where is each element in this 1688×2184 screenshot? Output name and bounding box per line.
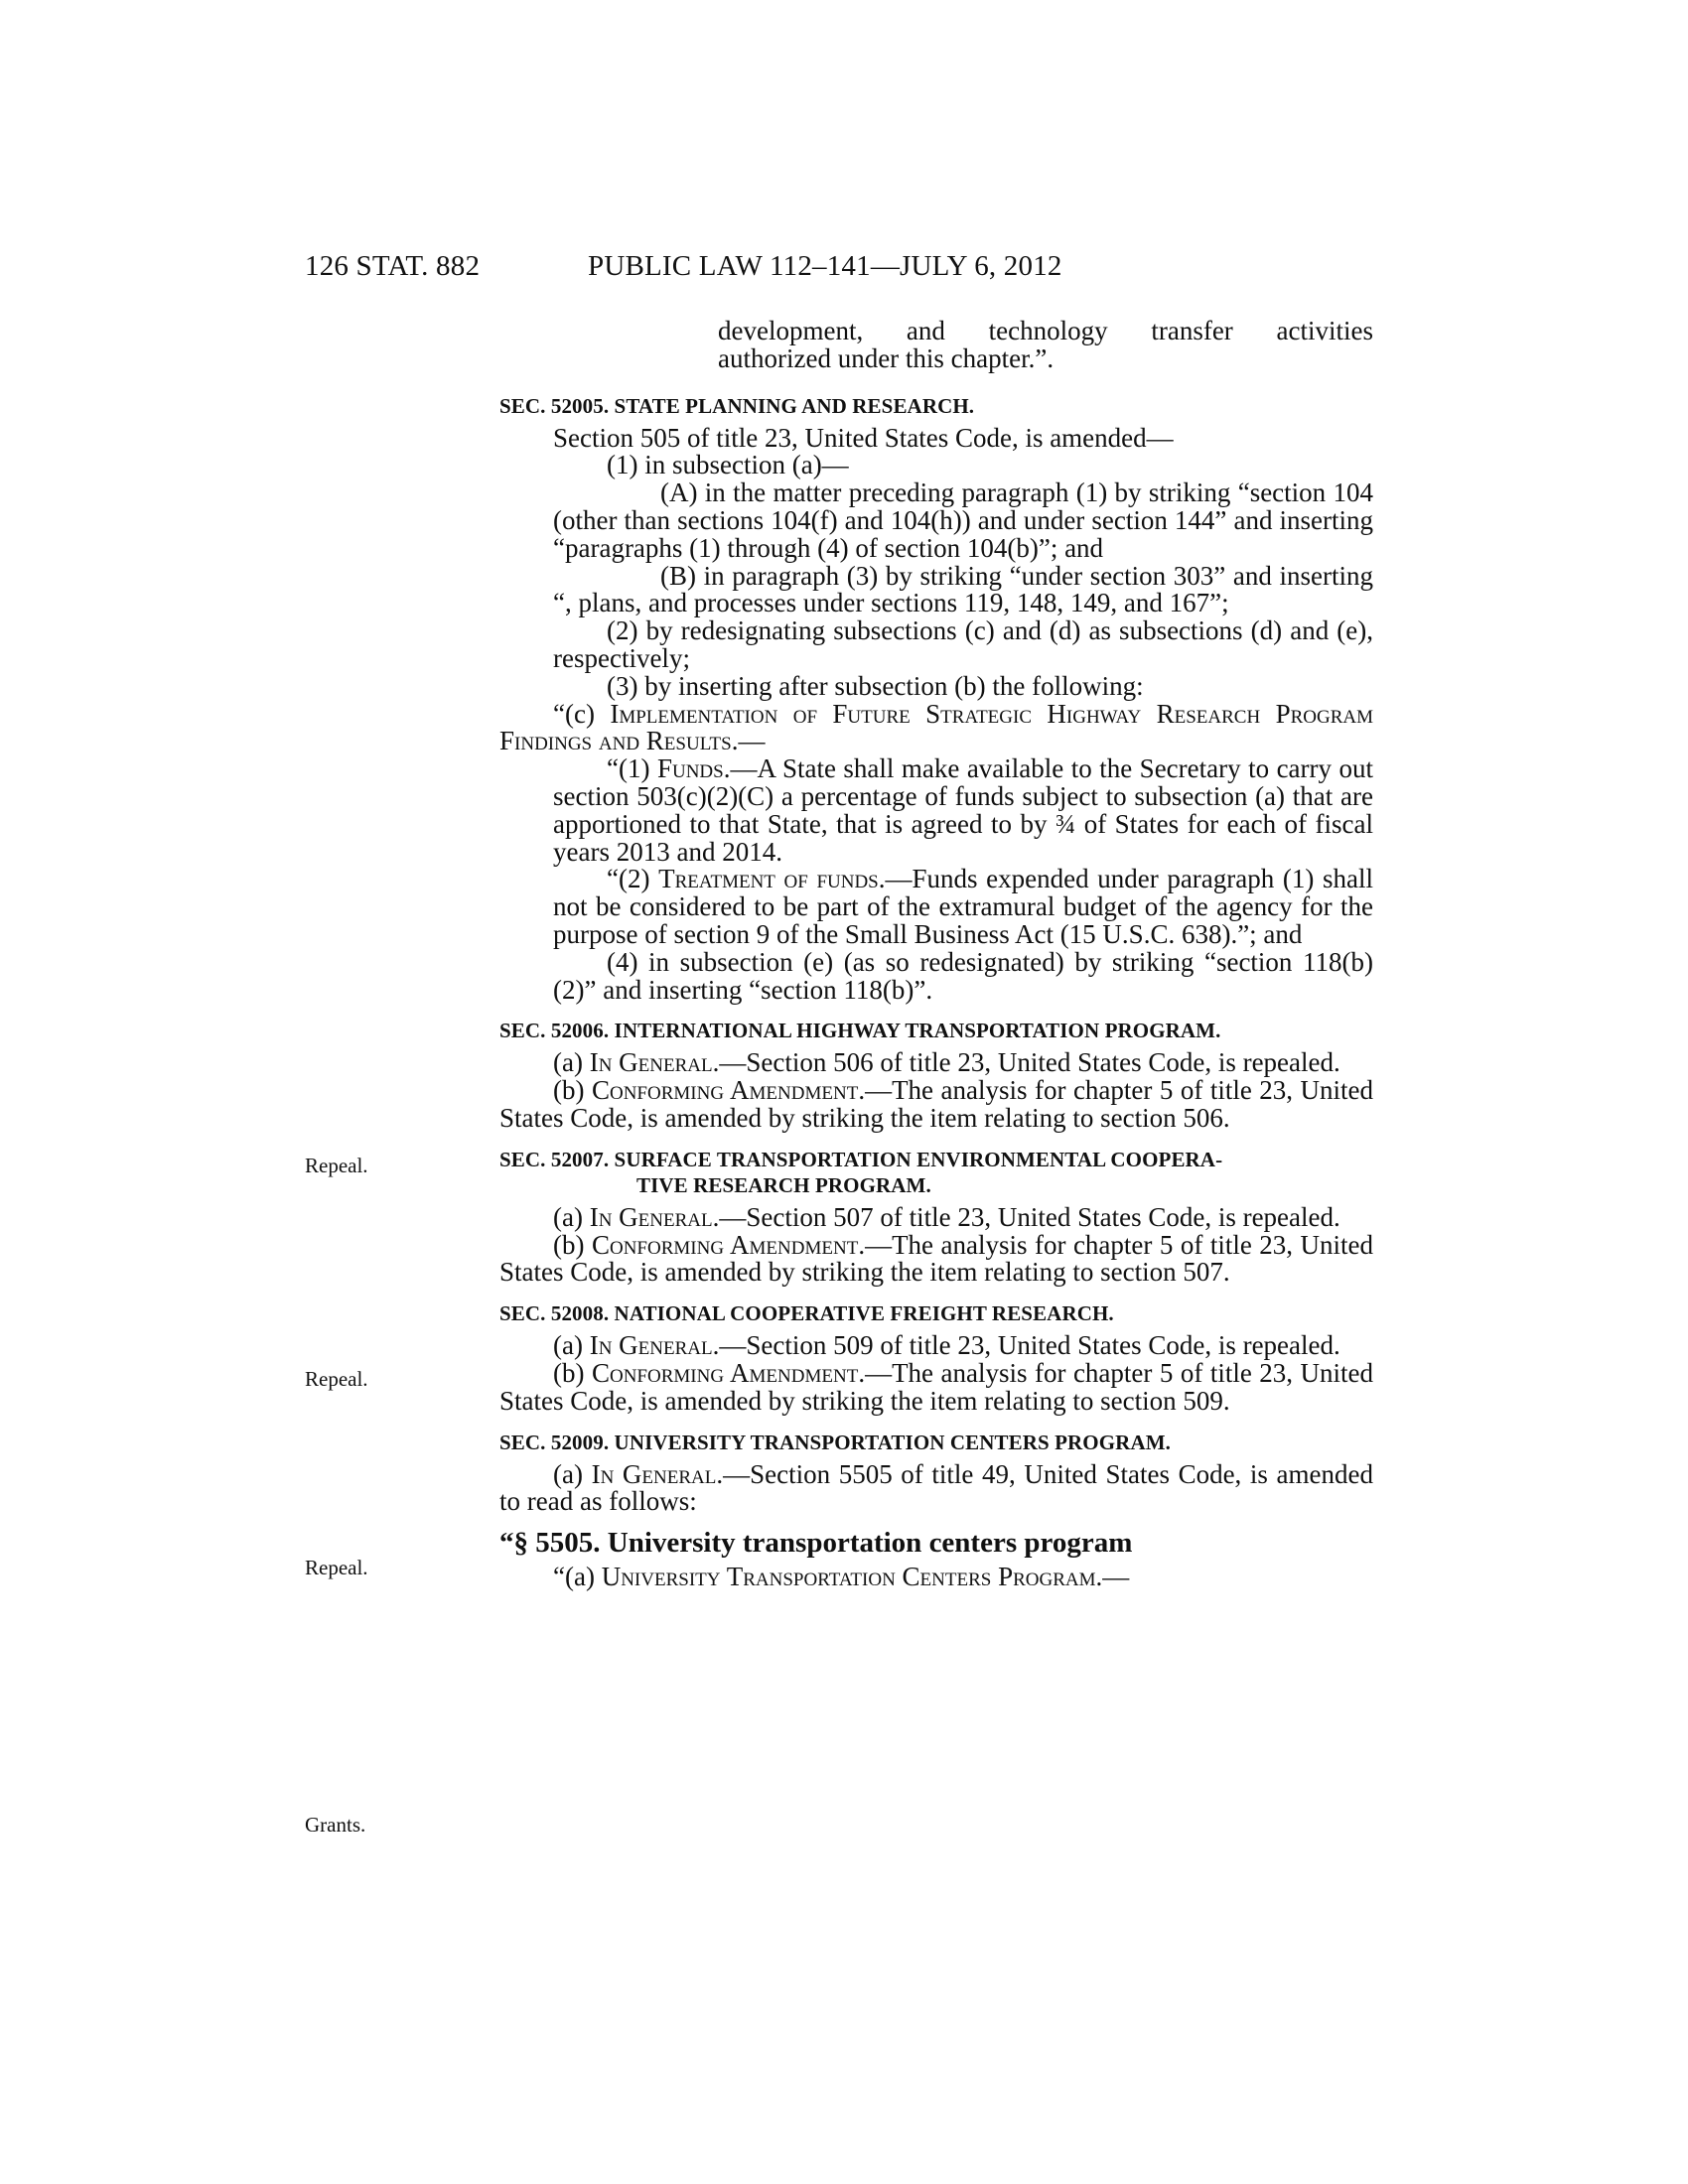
section-heading-52007	[499, 1147, 1373, 1198]
page-reference: 126 STAT. 882	[305, 250, 481, 282]
sec52006-b-heading: Conforming Amendment	[591, 1075, 859, 1106]
sec52007-subsection-b	[499, 1229, 1374, 1288]
sec52007-a-heading: In General	[589, 1201, 713, 1232]
sec52005-para-1: (1) in subsection (a)—	[607, 450, 849, 480]
sec52006-b-number: (b)	[553, 1075, 592, 1106]
section-heading-52009: SEC. 52009. UNIVERSITY TRANSPORTATION CENTERS PROGRAM.	[499, 1430, 1171, 1454]
margin-note-repeal-52006: Repeal.	[305, 1154, 368, 1177]
sec52006-subsection-a	[499, 1049, 1373, 1077]
sec52006-a-text: .—Section 506 of title 23, United States Code, is repealed.	[712, 1047, 1340, 1078]
c2-heading: Treatment of funds	[658, 864, 879, 894]
sec52005-para-4: (4) in subsection (e) (as so redesignated) by striking “section 118(b)(2)” and inserting “section 118(b)”.	[553, 946, 1373, 1005]
sec52005-c-para-1	[499, 755, 1373, 866]
sec52008-b-text: .—The analysis for chapter 5 of title 23, United States Code, is amended by striking the item relating to section 509.	[499, 1357, 1374, 1416]
subsection-c-heading: Implementation of Future Strategic Highway Research Program Findings and Results	[499, 698, 1373, 756]
sec52008-subsection-b	[499, 1357, 1374, 1416]
sec52009-a-heading: In General	[591, 1458, 717, 1489]
sec52007-subsection-a	[499, 1201, 1373, 1232]
sec52007-b-text: .—The analysis for chapter 5 of title 23, United States Code, is amended by striking the item relating to section 507.	[499, 1229, 1374, 1288]
sec52009-a-number: (a)	[553, 1458, 592, 1489]
sec52007-a-number: (a)	[553, 1201, 590, 1232]
sec52008-a-number: (a)	[553, 1330, 590, 1361]
codified-a-number: “(a)	[553, 1561, 602, 1591]
sec52007-b-heading: Conforming Amendment	[591, 1229, 859, 1260]
sec52005-para-A: (A) in the matter preceding paragraph (1) by striking “section 104 (other than sections 104(f) and 104(h)) and under section 144” and inserting “paragraphs (1) through (4) of section 104(b)”; and	[553, 478, 1373, 563]
sec52008-b-number: (b)	[553, 1357, 592, 1388]
c1-heading: Funds	[656, 753, 724, 784]
sec52009-a-text: .—Section 5505 of title 49, United States Code, is amended to read as follows:	[499, 1458, 1373, 1517]
sec52008-b-heading: Conforming Amendment	[591, 1357, 859, 1388]
section-heading-52006: SEC. 52006. INTERNATIONAL HIGHWAY TRANSPORTATION PROGRAM.	[499, 1019, 1221, 1043]
c2-number: “(2)	[607, 864, 659, 894]
codified-subsection-a	[499, 1561, 1373, 1591]
sec52005-c-para-2	[499, 866, 1373, 948]
codified-section-title: “§ 5505. University transportation centers program	[499, 1527, 1133, 1560]
sec52006-subsection-b	[499, 1077, 1373, 1133]
section-heading-52007-line1: SEC. 52007. SURFACE TRANSPORTATION ENVIRONMENTAL COOPERA-	[499, 1147, 1223, 1171]
sec52009-subsection-a	[499, 1458, 1373, 1517]
section-heading-52005: SEC. 52005. STATE PLANNING AND RESEARCH.	[499, 393, 975, 418]
sec52007-b-number: (b)	[553, 1229, 592, 1260]
codified-a-dash: .—	[1095, 1561, 1130, 1591]
sec52008-subsection-a	[499, 1332, 1373, 1360]
document-body	[499, 318, 1373, 1591]
margin-note-repeal-52007: Repeal.	[305, 1367, 368, 1391]
sec52006-a-number: (a)	[553, 1047, 590, 1078]
sec52007-a-text: .—Section 507 of title 23, United States Code, is repealed.	[712, 1201, 1340, 1232]
subsection-c-number: “(c)	[553, 698, 611, 729]
sec52006-a-heading: In General	[589, 1047, 713, 1078]
margin-note-grants: Grants.	[305, 1813, 366, 1837]
sec52005-para-B: (B) in paragraph (3) by striking “under section 303” and inserting “, plans, and processes under sections 119, 148, 149, and 167”;	[553, 560, 1373, 618]
c2-text: .—Funds expended under paragraph (1) shall not be considered to be part of the extramural budget of the agency for the purpose of section 9 of the Small Business Act (15 U.S.C. 638).”; and	[553, 864, 1373, 949]
section-heading-52007-line2: TIVE RESEARCH PROGRAM.	[636, 1172, 931, 1197]
sec52006-b-text: .—The analysis for chapter 5 of title 23, United States Code, is amended by striking the item relating to section 506.	[499, 1075, 1374, 1133]
sec52008-a-heading: In General	[589, 1330, 713, 1361]
intro-line-2: authorized under this chapter.”.	[718, 342, 1055, 373]
sec52005-subsection-c	[499, 698, 1373, 756]
c1-number: “(1)	[607, 753, 657, 784]
sec52005-para-2: (2) by redesignating subsections (c) and (d) as subsections (d) and (e), respectively;	[553, 615, 1373, 673]
page-title: PUBLIC LAW 112–141—JULY 6, 2012	[588, 250, 1062, 282]
section-heading-52008: SEC. 52008. NATIONAL COOPERATIVE FREIGHT RESEARCH.	[499, 1301, 1114, 1326]
intro-continuation	[718, 318, 1373, 373]
subsection-c-dash: .—	[731, 726, 766, 756]
margin-note-repeal-52008: Repeal.	[305, 1556, 368, 1579]
intro-line-1: development, and technology transfer activities	[718, 316, 1373, 345]
sec52005-para-3: (3) by inserting after subsection (b) the following:	[607, 670, 1144, 701]
c1-text: .—A State shall make available to the Secretary to carry out section 503(c)(2)(C) a percentage of funds subject to subsection (a) that are apportioned to that State, that is agreed to by ¾ of States for each of fiscal years 2013 and 2014.	[553, 753, 1374, 867]
sec52008-a-text: .—Section 509 of title 23, United States Code, is repealed.	[712, 1330, 1340, 1361]
sec52005-intro: Section 505 of title 23, United States Code, is amended—	[553, 422, 1174, 453]
codified-a-heading: University Transportation Centers Program	[601, 1561, 1096, 1591]
